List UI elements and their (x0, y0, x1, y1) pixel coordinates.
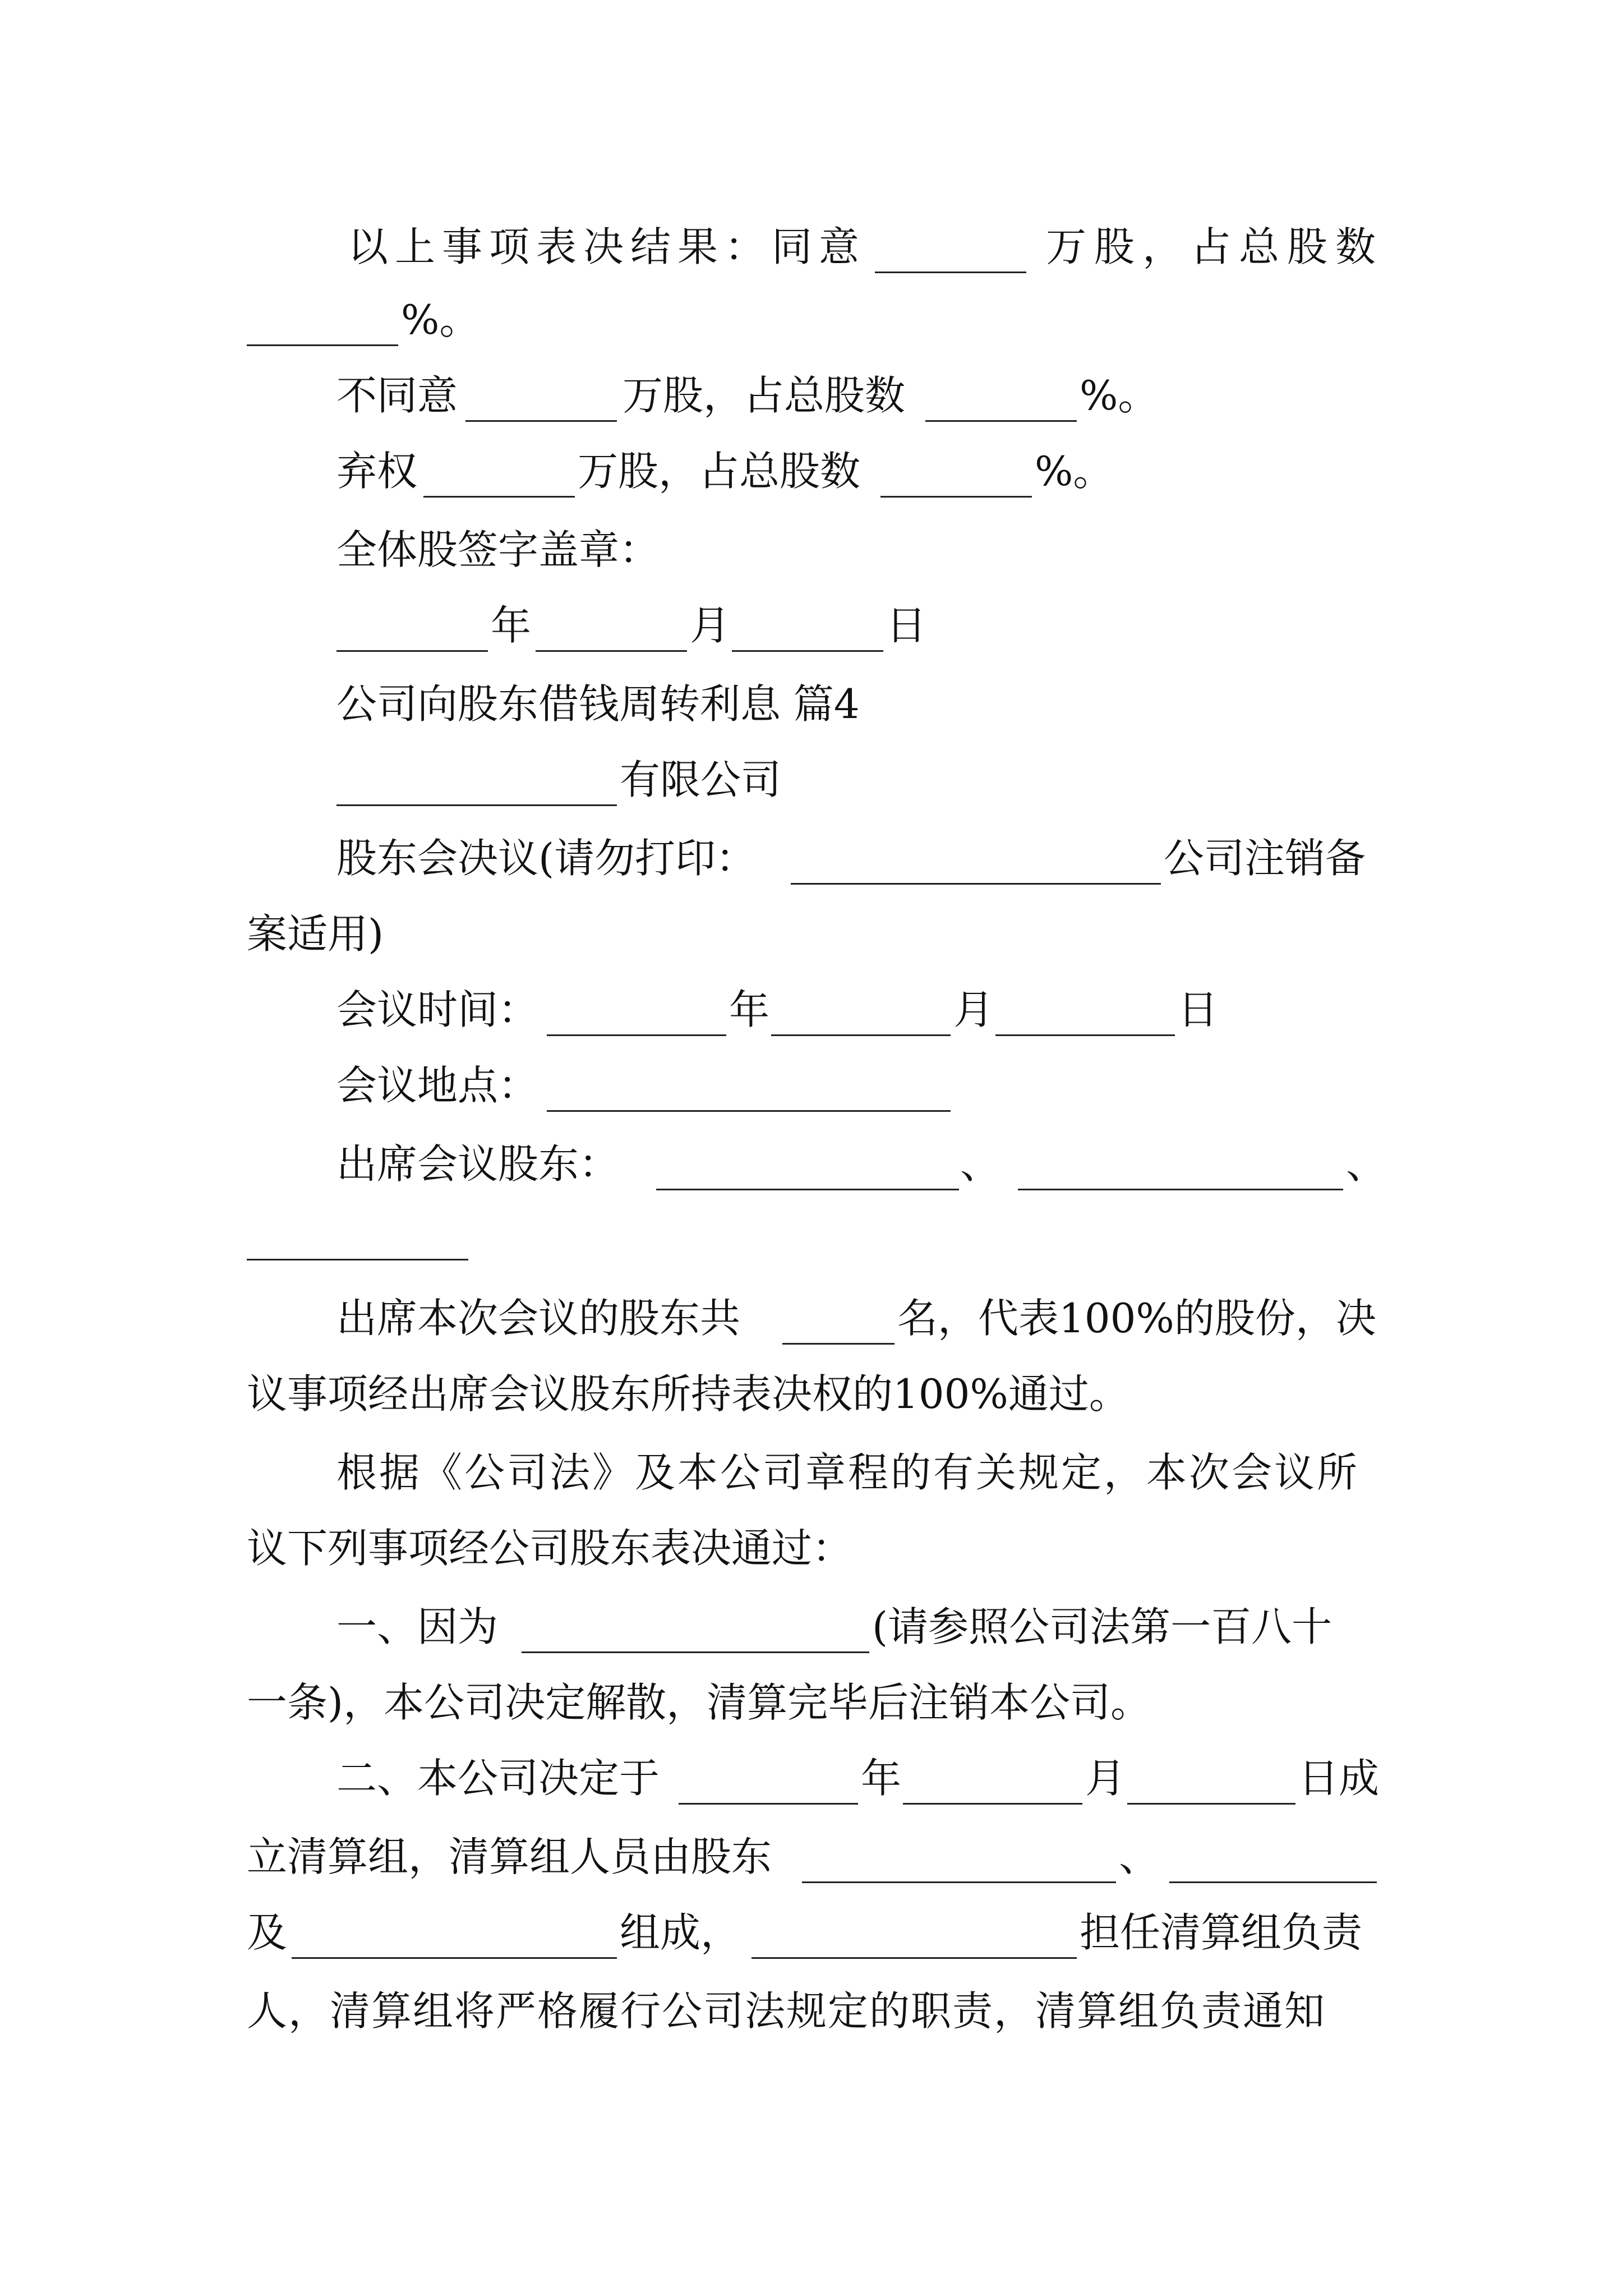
text-segment: 担任清算组负责 (1080, 1909, 1363, 1956)
text-segment: 月 (690, 602, 731, 649)
fill-blank[interactable] (423, 438, 575, 498)
attendees-line-cont (0, 1200, 1623, 1268)
text-segment: 月 (1085, 1755, 1126, 1802)
text-segment: 年 (861, 1755, 902, 1802)
text-segment: 名，代表100%的股份，决 (897, 1295, 1376, 1342)
text-segment: 股东会决议(请勿打印： (336, 835, 757, 882)
fill-blank[interactable] (771, 976, 951, 1036)
item-one-line (0, 1593, 1623, 1660)
attendance-line (0, 1285, 1623, 1352)
text-segment: 不同意 (336, 372, 458, 419)
fill-blank[interactable] (880, 438, 1032, 498)
text-segment: 案适用) (247, 910, 384, 958)
fill-blank[interactable] (782, 1285, 895, 1345)
fill-blank[interactable] (336, 592, 488, 652)
text-segment: 弃权 (336, 448, 418, 495)
text-segment: 议下列事项经公司股东表决通过： (247, 1525, 853, 1572)
text-segment: 公司注销备 (1164, 835, 1366, 882)
text-segment: 年 (729, 986, 770, 1033)
fill-blank[interactable] (1018, 1130, 1343, 1190)
fill-blank[interactable] (465, 362, 617, 422)
fill-blank[interactable] (1169, 1823, 1377, 1883)
text-segment: 一条)，本公司决定解散，清算完毕后注销本公司。 (247, 1679, 1151, 1726)
legal-basis-line (0, 1439, 1623, 1506)
text-segment: (请参照公司法第一百八十 (872, 1603, 1332, 1650)
date-line (0, 592, 1623, 659)
fill-blank[interactable] (875, 213, 1026, 273)
signature-line (0, 516, 1623, 583)
resolution-title-line (0, 825, 1623, 892)
text-segment: 年 (491, 602, 532, 649)
resolution-title-cont (0, 900, 1623, 968)
vote-result-percent-line (0, 286, 1623, 353)
company-name-line (0, 746, 1623, 813)
item-one-line-cont (0, 1669, 1623, 1736)
text-segment: 日 (1178, 986, 1219, 1033)
text-segment: 会议时间： (336, 986, 539, 1033)
fill-blank[interactable] (336, 746, 617, 806)
text-segment: 议事项经出席会议股东所持表决权的100%通过。 (247, 1370, 1129, 1418)
text-segment: 月 (953, 986, 994, 1033)
item-two-line-3 (0, 1899, 1623, 1966)
text-segment: 及 (247, 1909, 288, 1956)
text-segment: 二、本公司决定于 (336, 1755, 660, 1802)
disagree-line (0, 362, 1623, 429)
fill-blank[interactable] (536, 592, 687, 652)
text-segment: %。 (401, 296, 480, 343)
text-segment: 立清算组，清算组人员由股东 (247, 1833, 772, 1880)
text-segment: 公司向股东借钱周转利息 篇4 (336, 680, 860, 728)
text-segment: 根据《公司法》及本公司章程的有关规定，本次会议所 (336, 1449, 1360, 1496)
section-heading (0, 670, 1623, 738)
text-segment: 人，清算组将严格履行公司法规定的职责，清算组负责通知 (247, 1987, 1326, 2035)
fill-blank[interactable] (925, 362, 1077, 422)
text-segment: 一、因为 (336, 1603, 499, 1650)
meeting-place-line (0, 1052, 1623, 1119)
text-segment: 、 (1346, 1140, 1387, 1188)
text-segment: 全体股签字盖章： (336, 526, 660, 573)
meeting-time-line (0, 976, 1623, 1043)
fill-blank[interactable] (903, 1745, 1082, 1805)
text-segment: 会议地点： (336, 1062, 539, 1109)
text-segment: 、 (1119, 1833, 1160, 1880)
fill-blank[interactable] (547, 976, 726, 1036)
item-two-line-2 (0, 1823, 1623, 1890)
text-segment: 、 (960, 1140, 1001, 1188)
item-two-line (0, 1745, 1623, 1812)
fill-blank[interactable] (247, 1200, 468, 1260)
legal-basis-line-cont (0, 1515, 1623, 1582)
fill-blank[interactable] (995, 976, 1175, 1036)
text-segment: %。 (1080, 372, 1159, 419)
text-segment: 出席本次会议的股东共 (336, 1295, 741, 1342)
text-segment: 出席会议股东： (336, 1140, 620, 1188)
fill-blank[interactable] (1127, 1745, 1295, 1805)
attendees-line (0, 1130, 1623, 1198)
fill-blank[interactable] (732, 592, 883, 652)
text-segment: 日成 (1298, 1755, 1380, 1802)
text-segment: 组成， (620, 1909, 741, 1956)
fill-blank[interactable] (522, 1593, 869, 1653)
text-segment: 有限公司 (620, 756, 782, 803)
text-segment: 万股，占总股数 (578, 448, 861, 495)
fill-blank[interactable] (802, 1823, 1116, 1883)
text-segment: 万股，占总股数 (623, 372, 906, 419)
item-two-line-4 (0, 1977, 1623, 2045)
fill-blank[interactable] (656, 1130, 959, 1190)
text-segment: %。 (1035, 448, 1114, 495)
vote-result-line (0, 213, 1623, 280)
attendance-line-cont (0, 1360, 1623, 1428)
abstain-line (0, 438, 1623, 505)
fill-blank[interactable] (547, 1052, 951, 1112)
fill-blank[interactable] (791, 825, 1161, 885)
fill-blank[interactable] (679, 1745, 858, 1805)
fill-blank[interactable] (292, 1899, 617, 1959)
text-segment: 以上事项表决结果：同意 (348, 223, 866, 270)
fill-blank[interactable] (247, 286, 398, 346)
text-segment: 日 (886, 602, 927, 649)
text-segment: 万股，占总股数 (1046, 223, 1384, 270)
fill-blank[interactable] (751, 1899, 1077, 1959)
